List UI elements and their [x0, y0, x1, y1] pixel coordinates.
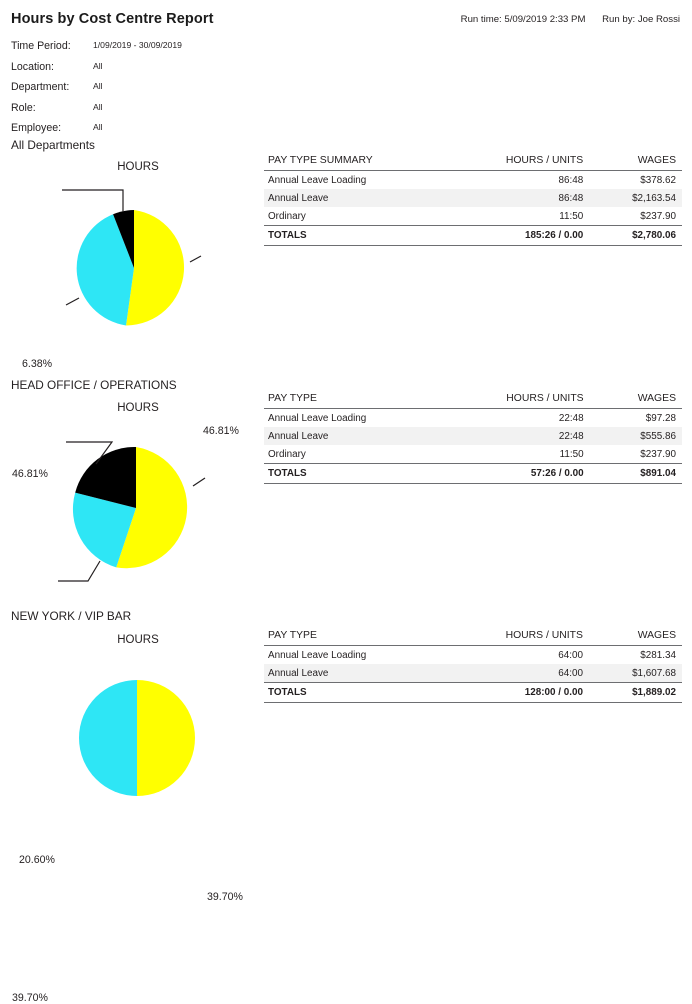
pie-slice-cyan-3 [79, 680, 137, 796]
table-header-row [264, 627, 682, 646]
header-pay-type-3: PAY TYPE [264, 627, 459, 646]
chart-title-3: HOURS [117, 634, 159, 646]
criteria-row-department [11, 76, 251, 97]
run-by-value: Joe Rossi [637, 14, 680, 25]
criteria-row-time-period [11, 35, 251, 56]
cell-totals-wages: $2,780.06 [589, 226, 682, 246]
cell-hours: 11:50 [559, 210, 584, 222]
criteria-label-role: Role: [11, 101, 36, 114]
table-row [264, 646, 682, 665]
cell-hours: 86:48 [558, 174, 584, 186]
pie-label-top-1: 6.38% [22, 358, 53, 370]
pay-type-summary-table-block-1 [264, 152, 682, 246]
pie-label-right-2: 39.70% [207, 891, 243, 903]
report-criteria [11, 35, 251, 138]
table-totals-row [264, 683, 682, 703]
cell-totals-label: TOTALS [264, 226, 459, 246]
table-row [264, 445, 682, 464]
pie-leader-line-top-1 [62, 190, 123, 212]
cell-pay-type: Annual Leave Loading [268, 174, 367, 186]
header-wages-2: WAGES [590, 390, 682, 409]
criteria-value-department: All [93, 81, 103, 91]
criteria-value-role: All [93, 101, 103, 112]
run-by-label: Run by: [602, 14, 636, 25]
criteria-label-employee: Employee: [11, 122, 62, 134]
cell-hours: 86:48 [459, 189, 589, 207]
page-title: Hours by Cost Centre Report [11, 11, 214, 27]
pay-type-table-2 [264, 390, 682, 484]
cell-wages: $97.28 [645, 412, 676, 424]
cell-wages: $555.86 [590, 427, 682, 445]
criteria-row-role [11, 97, 251, 118]
cell-wages: $237.90 [640, 448, 676, 460]
pie-svg-3 [0, 655, 260, 729]
table-row [264, 207, 682, 226]
pie-svg-1 [0, 178, 260, 338]
cell-wages: $237.90 [640, 210, 676, 222]
cell-pay-type: Ordinary [268, 448, 306, 460]
cell-wages: $378.62 [640, 174, 676, 186]
chart-title-1: HOURS [117, 161, 159, 173]
cell-totals-hours: 57:26 / 0.00 [459, 464, 590, 484]
criteria-label-department: Department: [11, 81, 70, 93]
pie-label-left-1: 46.81% [12, 468, 48, 480]
criteria-value-employee: All [93, 122, 103, 132]
table-totals-row [264, 226, 682, 246]
cell-pay-type: Annual Leave [264, 189, 459, 207]
table-totals-row [264, 464, 682, 484]
cell-hours: 22:48 [558, 412, 584, 424]
pay-type-table-block-3 [264, 627, 682, 703]
header-wages-1: WAGES [589, 152, 682, 171]
pie-leader-line-right-1 [190, 256, 201, 262]
pie-label-top-2: 20.60% [19, 854, 55, 866]
pay-type-table-3 [264, 627, 682, 703]
section-heading-head-office-operations: HEAD OFFICE / OPERATIONS [11, 378, 177, 392]
cell-totals-wages: $891.04 [590, 464, 682, 484]
criteria-label-location: Location: [11, 60, 54, 73]
criteria-row-employee [11, 117, 251, 138]
pie-svg-2 [0, 420, 260, 590]
pay-type-summary-table-1 [264, 152, 682, 246]
cell-pay-type: Annual Leave Loading [268, 649, 367, 661]
header-pay-type-2: PAY TYPE [264, 390, 459, 409]
cell-totals-hours: 128:00 / 0.00 [459, 683, 589, 703]
pay-type-table-block-2 [264, 390, 682, 484]
pie-chart-new-york-vip-bar [0, 655, 260, 729]
pie-leader-line-left-1 [66, 298, 79, 305]
cell-pay-type: Annual Leave [264, 427, 459, 445]
pie-leader-line-bottomleft-2 [58, 561, 100, 581]
header-pay-type-1: PAY TYPE SUMMARY [264, 152, 459, 171]
cell-pay-type: Annual Leave [264, 664, 459, 683]
table-header-row [264, 390, 682, 409]
pie-leader-line-right-2 [193, 478, 205, 486]
cell-wages: $2,163.54 [589, 189, 682, 207]
criteria-value-time-period: 1/09/2019 - 30/09/2019 [93, 40, 182, 50]
cell-totals-hours: 185:26 / 0.00 [459, 226, 589, 246]
table-header-row [264, 152, 682, 171]
pie-slice-yellow-1 [126, 210, 184, 325]
cell-totals-label: TOTALS [264, 464, 459, 484]
table-row [264, 409, 682, 428]
cell-totals-label: TOTALS [264, 683, 459, 703]
cell-hours: 64:00 [459, 664, 589, 683]
table-row [264, 171, 682, 190]
cell-pay-type: Annual Leave Loading [268, 412, 367, 424]
section-heading-all-departments: All Departments [11, 138, 95, 152]
cell-hours: 64:00 [558, 649, 583, 661]
pie-slice-yellow-3 [137, 680, 195, 796]
run-time-label: Run time: [460, 14, 502, 25]
header-hours-1: HOURS / UNITS [459, 152, 589, 171]
header-wages-3: WAGES [589, 627, 682, 646]
cell-wages: $1,607.68 [589, 664, 682, 683]
cell-hours: 22:48 [459, 427, 590, 445]
table-row [264, 189, 682, 207]
chart-title-2: HOURS [117, 402, 159, 414]
cell-totals-wages: $1,889.02 [589, 683, 682, 703]
cell-pay-type: Ordinary [268, 210, 306, 222]
table-row [264, 664, 682, 683]
criteria-value-location: All [93, 60, 103, 71]
criteria-label-time-period: Time Period: [11, 40, 71, 52]
cell-wages: $281.34 [640, 649, 676, 661]
table-row [264, 427, 682, 445]
criteria-row-location [11, 56, 251, 77]
cell-hours: 11:50 [559, 448, 584, 460]
section-heading-new-york-vip-bar: NEW YORK / VIP BAR [11, 609, 132, 623]
pie-label-right-1: 46.81% [203, 425, 239, 437]
run-info [461, 14, 680, 25]
header-hours-3: HOURS / UNITS [459, 627, 589, 646]
header-hours-2: HOURS / UNITS [459, 390, 590, 409]
run-time-value: 5/09/2019 2:33 PM [504, 14, 586, 25]
pie-label-left-2: 39.70% [12, 992, 48, 1004]
